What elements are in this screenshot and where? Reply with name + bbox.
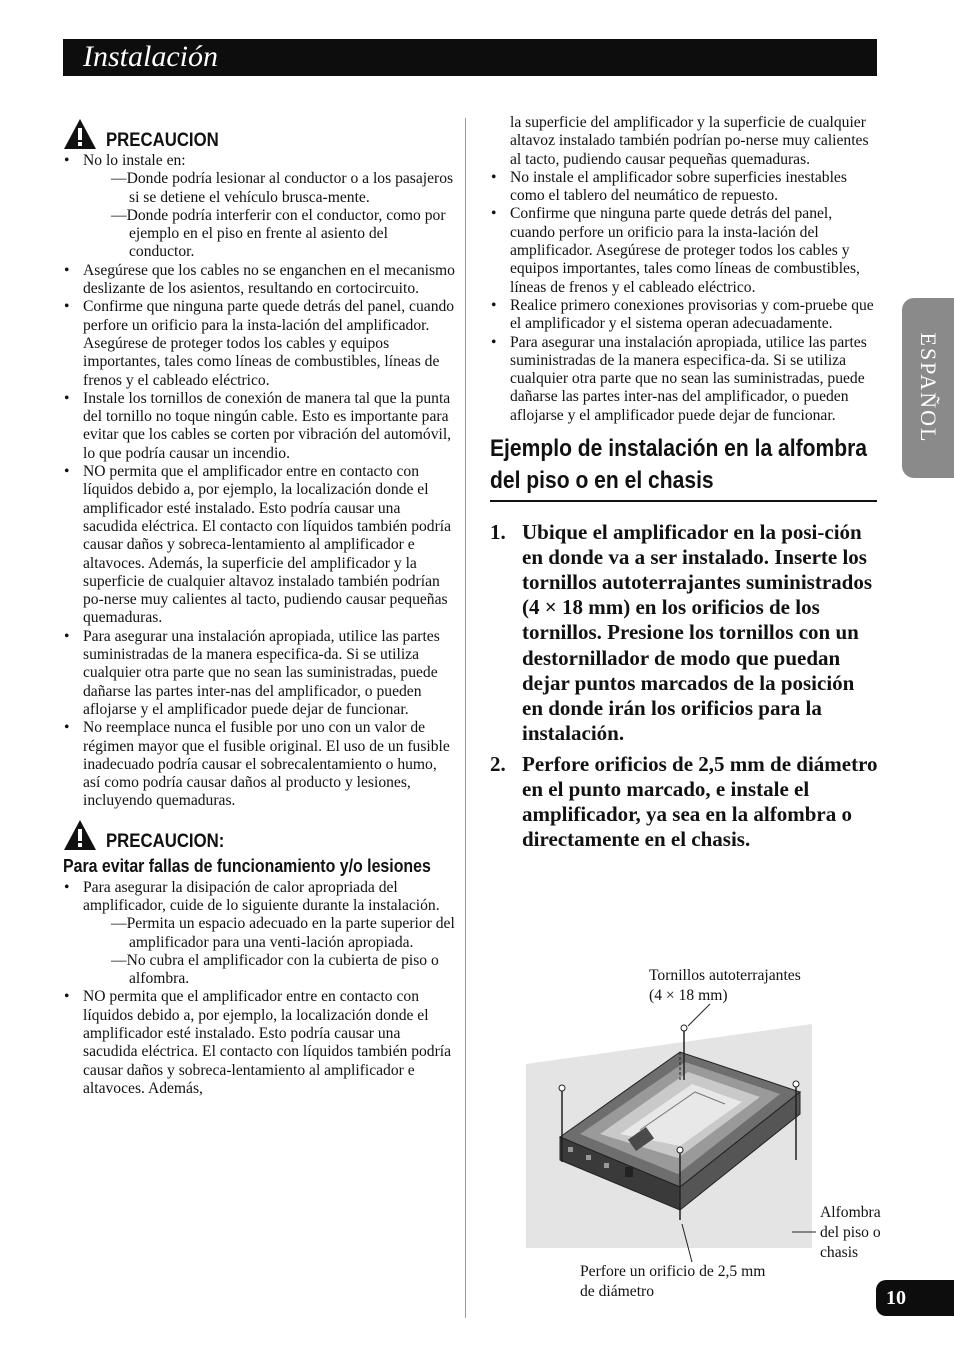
page-title: Instalación (83, 40, 218, 73)
caution-subheading: Para evitar fallas de funcionamiento y/o lesiones (63, 854, 431, 876)
sub-item: —No cubra el amplificador con la cubierta de piso o alfombra. (111, 951, 439, 988)
caution-heading (63, 819, 455, 851)
list-item: • Para asegurar una instalación apropiada, utilice las partes suministradas de la manera especifica-da. Si se utiliza cualquier otra parte que no sean las suministradas, puede dañarse las partes inter-nas del amplificador, o pueden aflojarse y el amplificador puede dejar de funcionar. (490, 334, 878, 425)
language-tab (902, 298, 954, 478)
left-column (63, 118, 455, 1098)
section-title: Ejemplo de instalación en la alfombra del piso o en el chasis (490, 435, 868, 495)
list-item: • NO permita que el amplificador entre en contacto con líquidos debido a, por ejemplo, la localización donde el amplificador esté instalado. Esto podría causar una sacudida eléctrica. El contacto con líquidos también podría causar daños y sobreca-lentamiento al amplificador e altavoces. Además, (63, 988, 455, 1098)
column-divider (465, 118, 466, 1318)
step-number: 2. (490, 751, 506, 776)
warning-icon (63, 118, 97, 150)
list-item: • No reemplace nunca el fusible por uno con un valor de régimen mayor que el fusible original. El uso de un fusible inadecuado podría causar el sobrecalentamiento o humo, así como podría causar daños al producto y lesiones, incluyendo quemaduras. (63, 719, 455, 810)
steps-list (490, 520, 878, 852)
page-number: 10 (876, 1280, 954, 1316)
list-item: • Para asegurar la disipación de calor apropriada del amplificador, cuide de lo siguiente durante la instalación. —Permita un espacio adecuado en la parte superior del amplificador para una venti-lación apropiada. —No cubra el amplificador con la cubierta de piso o alfombra. (63, 879, 455, 989)
sub-item: —Donde podría interferir con el conductor, como por ejemplo en el piso en frente al asiento del conductor. (111, 206, 446, 261)
list-item: • Confirme que ninguna parte quede detrás del panel, cuando perfore un orificio para la insta-lación del amplificador. Asegúrese de proteger todos los cables y equipos importantes, tales como líneas de combustibles, líneas de frenos y el cableado eléctrico. (63, 298, 455, 389)
list-item: • Asegúrese que los cables no se enganchen en el mecanismo deslizante de los asientos, resultando en cortocircuito. (63, 262, 455, 299)
right-column (490, 114, 878, 858)
language-label: ESPAÑOL (916, 332, 941, 444)
drill-label: Perfore un orificio de 2,5 mm de diámetro (580, 1263, 766, 1300)
caution-heading (63, 118, 455, 150)
continued-text: la superficie del amplificador y la superficie de cualquier altavoz instalado también podrían po-nerse muy calientes al tacto, pudiendo causar pequeñas quemaduras. (510, 114, 869, 168)
screws-label: Tornillos autoterrajantes (4 × 18 mm) (649, 967, 801, 1004)
list-item: • Para asegurar una instalación apropiada, utilice las partes suministradas de la manera especifica-da. Si se utiliza cualquier otra parte que no sean las suministradas, puede dañarse las partes inter-nas del amplificador, o pueden aflojarse y el amplificador puede dejar de funcionar. (63, 628, 455, 719)
step-number: 1. (490, 520, 506, 545)
caution-list (490, 169, 878, 425)
list-item: • NO permita que el amplificador entre en contacto con líquidos debido a, por ejemplo, la localización donde el amplificador esté instalado. Esto podría causar una sacudida eléctrica. El contacto con líquidos también podría causar daños y sobreca-lentamiento al amplificador e altavoces. Además, la superficie del amplificador y la superficie de cualquier altavoz instalado también podrían po-nerse muy calientes al tacto, pudiendo causar pequeñas quemaduras. (63, 463, 455, 628)
step-item: 1. Ubique el amplificador en la posi-ción en donde va a ser instalado. Inserte los tornillos autoterrajantes suministrados (4 × 18 mm) en los orificios de los tornillos. Presione los tornillos con un destornillador de modo que puedan dejar puntos marcados de la posición en donde irán los orificios para la instalación. (490, 520, 872, 745)
list-item: • No instale el amplificador sobre superficies inestables como el tablero del neumático de repuesto. (490, 169, 878, 206)
list-item: • Instale los tornillos de conexión de manera tal que la punta del tornillo no toque ningún cable. Esto es importante para evitar que los cables se corten por vibración del automóvil, lo que podría causar un incendio. (63, 390, 455, 463)
caution-label: PRECAUCION: (106, 829, 225, 852)
list-item: • No lo instale en: —Donde podría lesionar al conductor o a los pasajeros si se detiene el vehículo brusca-mente. —Donde podría interferir con el conductor, como por ejemplo en el piso en frente al asiento del conductor. (63, 152, 455, 262)
sub-item: —Donde podría lesionar al conductor o a los pasajeros si se detiene el vehículo brusca-mente. (111, 170, 454, 206)
caution-label: PRECAUCION (106, 128, 219, 151)
list-item: • Realice primero conexiones provisorias y com-pruebe que el amplificador y el sistema operan adecuadamente. (490, 297, 878, 334)
section-rule (490, 500, 877, 502)
header-bar (63, 39, 877, 76)
caution-list (63, 879, 455, 1099)
list-item: • Confirme que ninguna parte quede detrás del panel, cuando perfore un orificio para la insta-lación del amplificador. Asegúrese de proteger todos los cables y equipos importantes, tales como líneas de combustibles, líneas de frenos y el cableado eléctrico. (490, 205, 878, 296)
caution-list (63, 152, 455, 811)
installation-figure (520, 962, 890, 1307)
carpet-label: Alfombra del piso o chasis (820, 1204, 881, 1261)
step-item: 2. Perfore orificios de 2,5 mm de diámetro en el punto marcado, e instale el amplificador, ya sea en la alfombra o directamente en el chasis. (490, 751, 878, 852)
sub-item: —Permita un espacio adecuado en la parte superior del amplificador para una venti-lación apropiada. (111, 915, 455, 951)
warning-icon (63, 819, 97, 851)
